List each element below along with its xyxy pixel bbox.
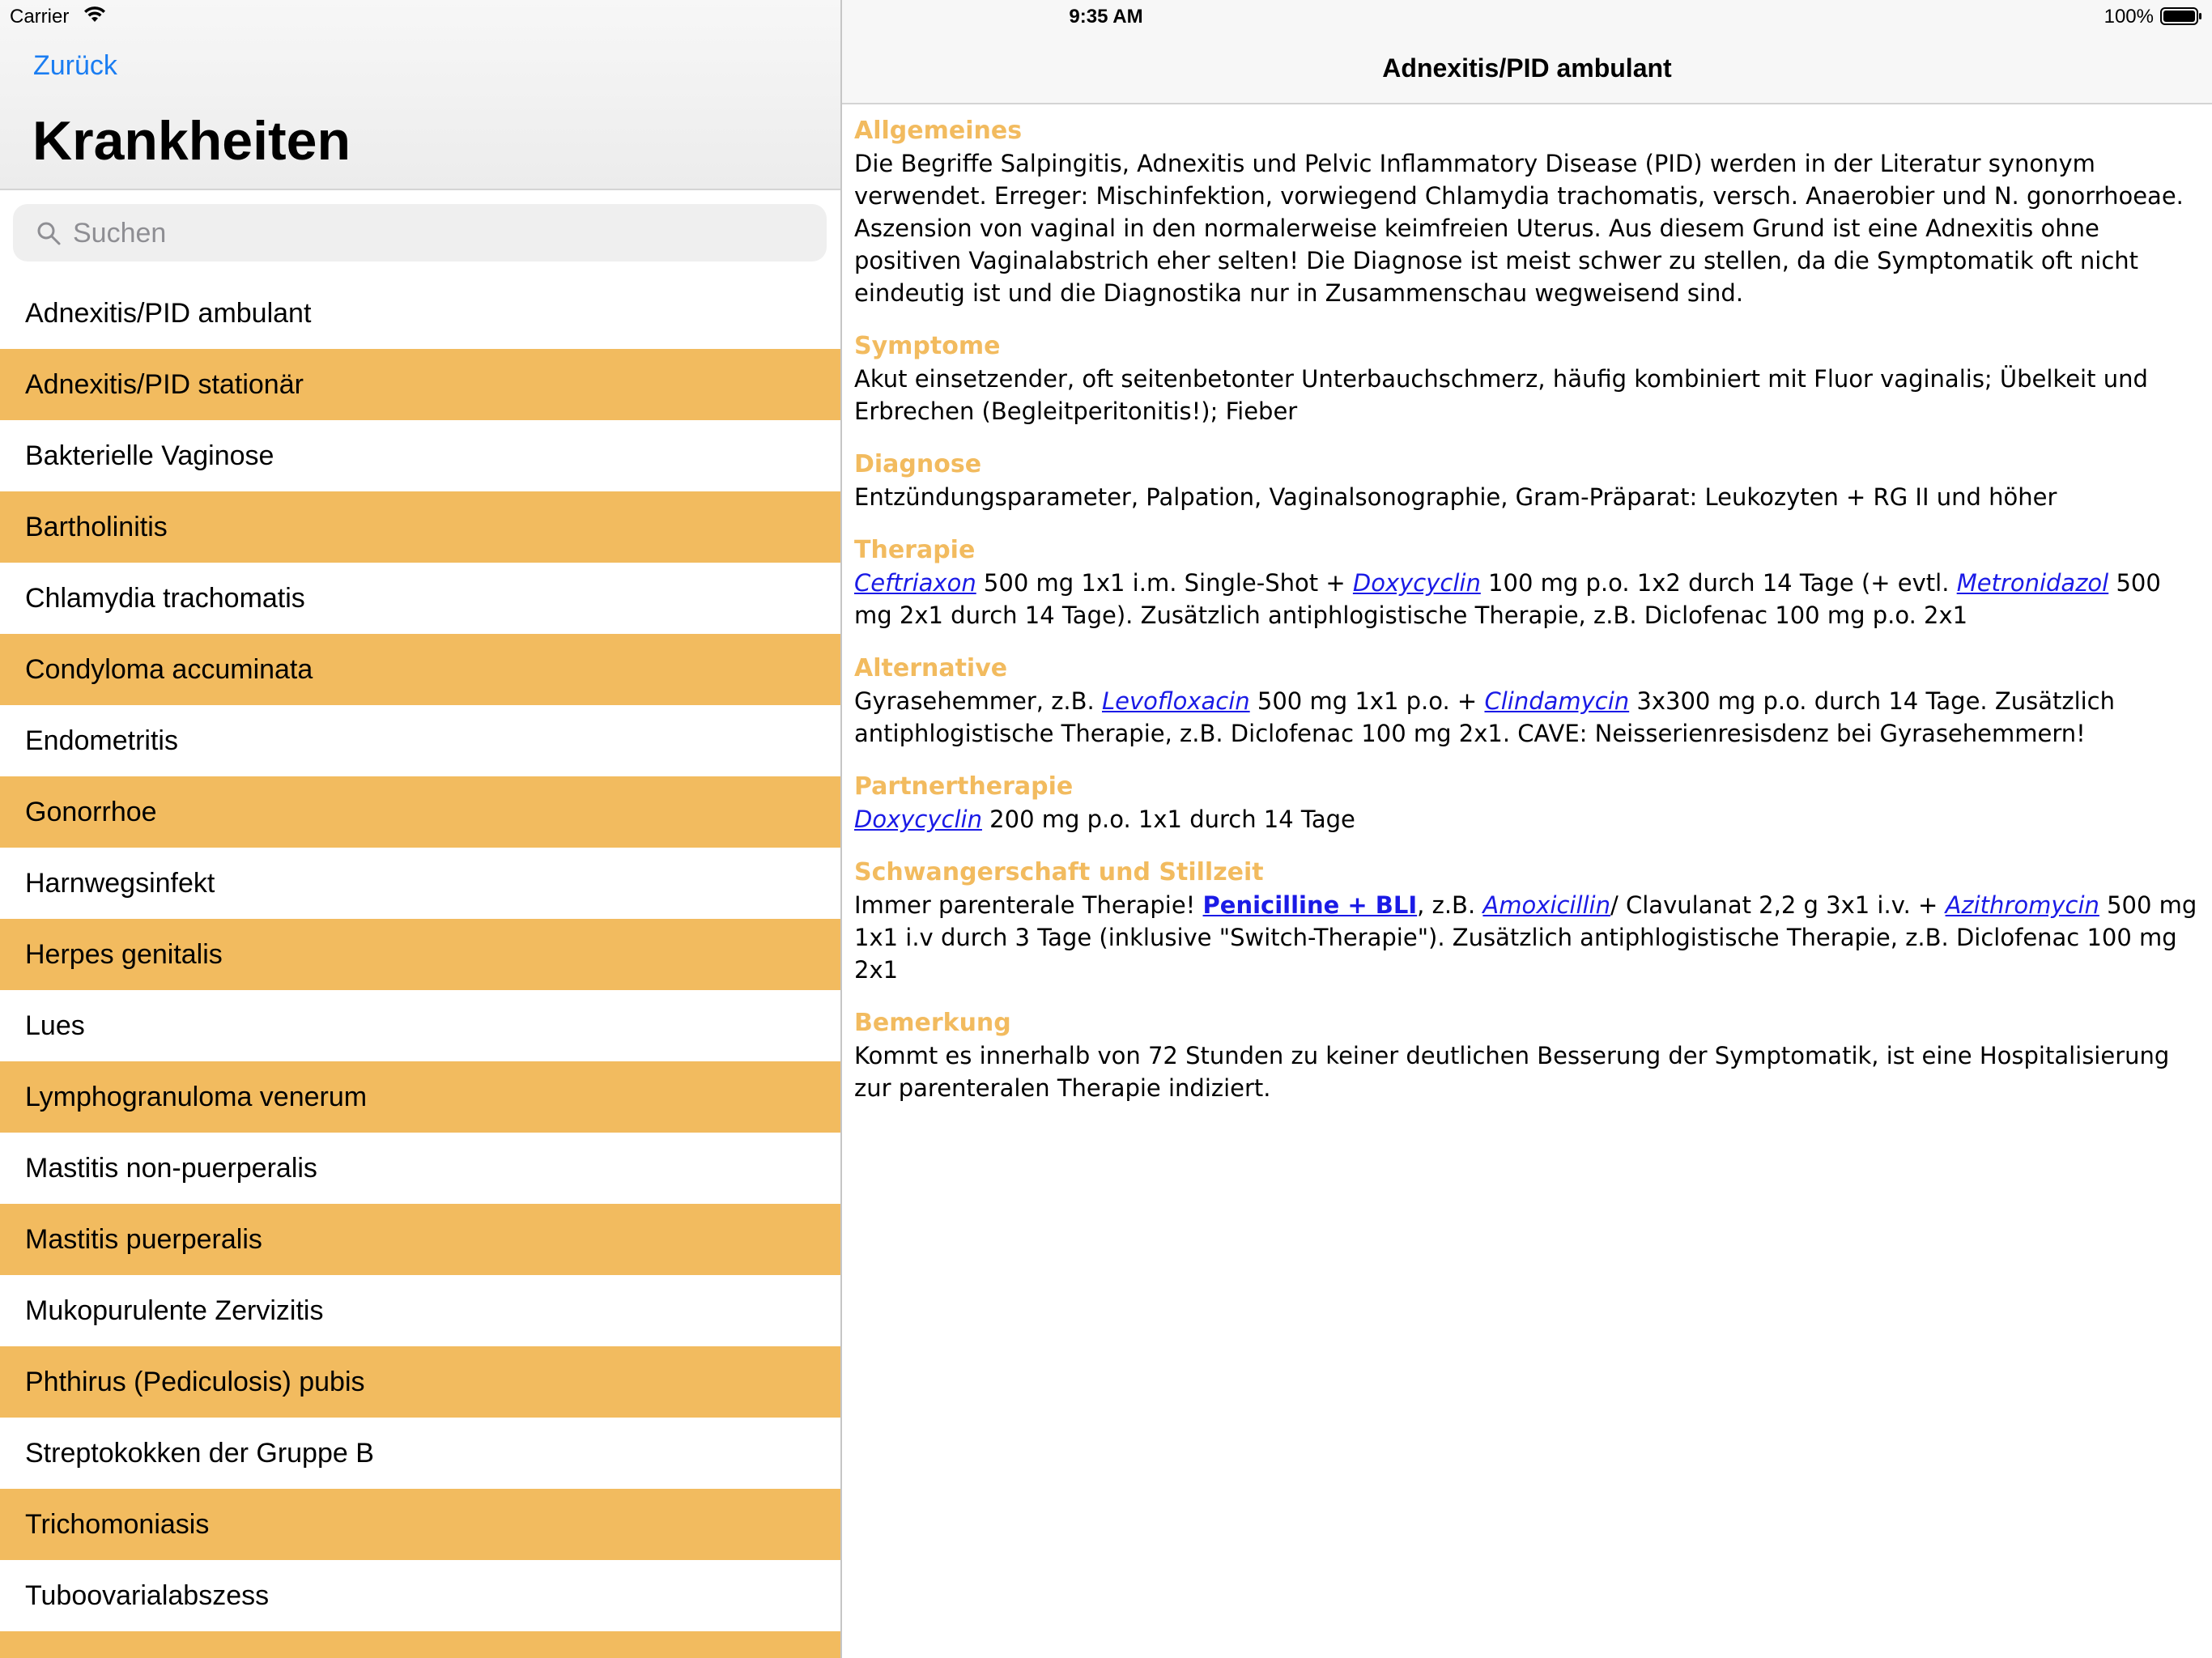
- list-item[interactable]: Lymphogranuloma venerum: [0, 1061, 840, 1133]
- list-item[interactable]: Adnexitis/PID stationär: [0, 349, 840, 420]
- list-item[interactable]: Phthirus (Pediculosis) pubis: [0, 1346, 840, 1418]
- list-item[interactable]: Chlamydia trachomatis: [0, 563, 840, 634]
- section-text: Die Begriffe Salpingitis, Adnexitis und Pelvic Inflammatory Disease (PID) werden in der Literatur synonym verwendet. Erreger: Mischinfektion, vorwiegend Chlamydia trachomatis, versch. Anaerobier und N. gonorrhoeae. Aszension von vaginal in den normalerweise keimfreien Uterus. Aus diesem Grund ist eine Adnexitis ohne positiven Vaginalabstrich eher selten! Die Diagnose ist meist schwer zu stellen, da die Symptomatik oft nicht eindeutig ist und die Diagnostika nur in Zusammenschau wegweisend sind.: [854, 150, 2184, 307]
- list-item[interactable]: Herpes genitalis: [0, 919, 840, 990]
- section-text: [854, 685, 2202, 750]
- text-run: 500 mg 1x1 p.o. +: [1249, 687, 1485, 715]
- text-run: 500 mg 1x1 i.m. Single-Shot +: [976, 569, 1353, 597]
- clock: 9:35 AM: [1069, 6, 1143, 28]
- back-button[interactable]: Zurück: [33, 50, 117, 81]
- list-item[interactable]: Lues: [0, 990, 840, 1061]
- list-item[interactable]: Tuboovarialabszess: [0, 1560, 840, 1631]
- battery-percent: 100%: [2104, 6, 2154, 28]
- drug-link-azithromycin[interactable]: Azithromycin: [1945, 891, 2099, 919]
- battery-icon: [2160, 7, 2202, 25]
- drug-link-doxycyclin[interactable]: Doxycyclin: [1352, 569, 1481, 597]
- section-heading: Diagnose: [854, 450, 982, 478]
- list-item[interactable]: Bakterielle Vaginose: [0, 420, 840, 491]
- detail-content: [854, 115, 2202, 1125]
- section-schwangerschaft: [854, 857, 2202, 986]
- section-text: [854, 889, 2202, 986]
- section-heading: Schwangerschaft und Stillzeit: [854, 858, 1264, 886]
- drug-link-metronidazol[interactable]: Metronidazol: [1956, 569, 2109, 597]
- drug-link-penicilline-bli[interactable]: Penicilline + BLI: [1202, 891, 1418, 919]
- page-title: Krankheiten: [32, 110, 351, 172]
- text-run: 500 mg 1x1 i.v durch 3 Tage (inklusive "Switch-Therapie"). Zusätzlich antiphlogistische Therapie, z.B. Diclofenac 100 mg 2x1: [854, 891, 2197, 984]
- section-text: Akut einsetzender, oft seitenbetonter Unterbauchschmerz, häufig kombiniert mit Fluor vaginalis; Übelkeit und Erbrechen (Begleitperitonitis!); Fieber: [854, 365, 2148, 425]
- section-heading: Alternative: [854, 654, 1008, 682]
- text-run: Gyrasehemmer, z.B.: [854, 687, 1102, 715]
- text-run: 100 mg p.o. 1x2 durch 14 Tage (+ evtl.: [1480, 569, 1957, 597]
- section-heading: Symptome: [854, 332, 1001, 360]
- list-item[interactable]: Streptokokken der Gruppe B: [0, 1418, 840, 1489]
- status-bar: [0, 0, 2212, 32]
- section-partnertherapie: [854, 771, 2202, 835]
- section-text: Kommt es innerhalb von 72 Stunden zu keiner deutlichen Besserung der Symptomatik, ist eine Hospitalisierung zur parenteralen Therapie indiziert.: [854, 1042, 2170, 1102]
- drug-link-ceftriaxon[interactable]: Ceftriaxon: [854, 569, 976, 597]
- disease-list: [0, 278, 840, 1658]
- section-heading: Bemerkung: [854, 1009, 1011, 1037]
- section-heading: Allgemeines: [854, 117, 1023, 145]
- list-item[interactable]: Mastitis non-puerperalis: [0, 1133, 840, 1204]
- list-item[interactable]: Harnwegsinfekt: [0, 848, 840, 919]
- section-therapie: [854, 534, 2202, 631]
- section-text: [854, 803, 2202, 835]
- section-text: [854, 567, 2202, 631]
- text-run: Immer parenterale Therapie!: [854, 891, 1203, 919]
- list-item[interactable]: Condyloma accuminata: [0, 634, 840, 705]
- text-run: 3x300 mg p.o. durch 14 Tage. Zusätzlich antiphlogistische Therapie, z.B. Diclofenac 100 mg 2x1. CAVE: Neisserienresisdenz bei Gyrasehemmern!: [854, 687, 2116, 747]
- drug-link-doxycyclin[interactable]: Doxycyclin: [854, 806, 982, 833]
- list-item[interactable]: Mastitis puerperalis: [0, 1204, 840, 1275]
- section-bemerkung: [854, 1007, 2202, 1104]
- section-symptome: [854, 330, 2202, 427]
- detail-pane: [842, 0, 2212, 1658]
- text-run: 200 mg p.o. 1x1 durch 14 Tage: [981, 806, 1355, 833]
- list-item[interactable]: Mukopurulente Zervizitis: [0, 1275, 840, 1346]
- carrier-label: Carrier: [10, 6, 70, 28]
- text-run: / Clavulanat 2,2 g 3x1 i.v. +: [1610, 891, 1946, 919]
- list-item[interactable]: Endometritis: [0, 705, 840, 776]
- search-input[interactable]: [71, 214, 803, 253]
- master-pane: [0, 0, 840, 1658]
- text-run: 500 mg 2x1 durch 14 Tage). Zusätzlich antiphlogistische Therapie, z.B. Diclofenac 100 mg p.o. 2x1: [854, 569, 2161, 629]
- list-item[interactable]: Bartholinitis: [0, 491, 840, 563]
- list-item[interactable]: Adnexitis/PID ambulant: [0, 278, 840, 349]
- list-item[interactable]: Trichomoniasis: [0, 1489, 840, 1560]
- detail-title: Adnexitis/PID ambulant: [1382, 53, 1672, 83]
- section-heading: Partnertherapie: [854, 772, 1074, 801]
- search-icon: [36, 220, 62, 246]
- section-heading: Therapie: [854, 536, 976, 564]
- section-diagnose: [854, 449, 2202, 513]
- section-alternative: [854, 653, 2202, 750]
- search-bar[interactable]: [13, 204, 827, 261]
- list-item-partial[interactable]: [0, 1631, 840, 1658]
- section-allgemeines: [854, 115, 2202, 309]
- drug-link-clindamycin[interactable]: Clindamycin: [1484, 687, 1630, 715]
- section-text: Entzündungsparameter, Palpation, Vaginalsonographie, Gram-Präparat: Leukozyten + RG II und höher: [854, 483, 2057, 511]
- text-run: , z.B.: [1417, 891, 1483, 919]
- list-item[interactable]: Gonorrhoe: [0, 776, 840, 848]
- drug-link-levofloxacin[interactable]: Levofloxacin: [1101, 687, 1250, 715]
- drug-link-amoxicillin[interactable]: Amoxicillin: [1482, 891, 1610, 919]
